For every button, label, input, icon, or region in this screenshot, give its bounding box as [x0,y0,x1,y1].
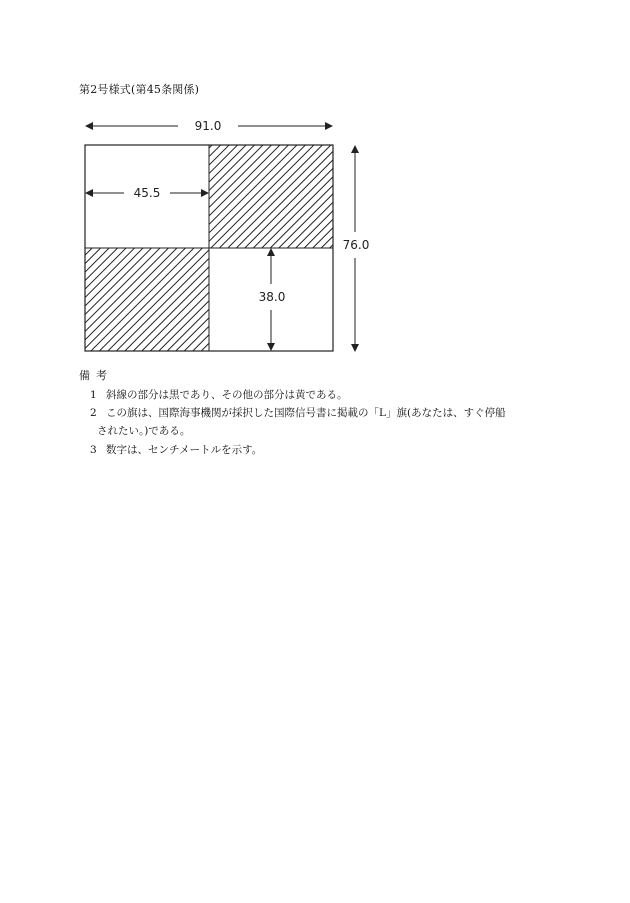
remark-number: 2 [90,407,97,419]
remark-text: この旗は、国際海事機関が採択した国際信号書に掲載の「L」旗(あなたは、すぐ停船 [106,407,506,419]
remark-item [90,387,348,402]
remark-text: 数字は、センチメートルを示す。 [106,444,263,456]
remark-item [90,405,506,420]
width-dimension-label: 91.0 [194,119,222,133]
remarks-heading: 備考 [79,369,113,382]
flag-quadrant-top-right-hatched [209,145,333,248]
flag-quadrant-bottom-left-hatched [85,248,209,351]
remark-text-continuation: されたい。)である。 [97,425,191,437]
remark-number: 1 [90,389,97,401]
remark-text: 斜線の部分は黒であり、その他の部分は黄である。 [106,389,348,401]
form-title: 第2号様式(第45条関係) [79,83,200,96]
half-width-dimension-label: 45.5 [133,186,161,200]
height-dimension-label: 76.0 [342,238,370,252]
remark-number: 3 [90,444,97,456]
half-height-dimension-label: 38.0 [258,290,286,304]
remark-item [90,442,262,457]
